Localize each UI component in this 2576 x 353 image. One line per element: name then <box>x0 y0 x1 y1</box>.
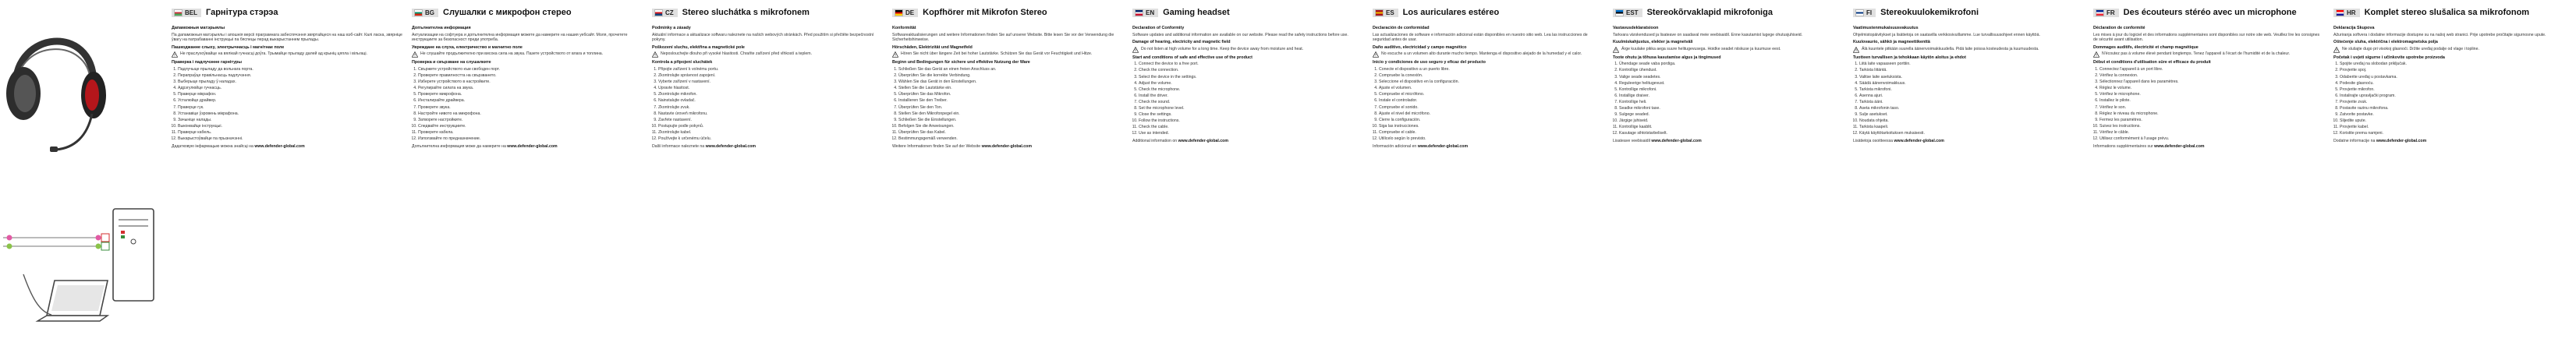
footer-note <box>172 144 402 150</box>
column-fr <box>2093 0 2327 349</box>
step-item: 7. Compruebe el sonido. <box>1379 105 1603 111</box>
step-item: 10. Follow the instructions. <box>1139 118 1363 124</box>
column-title: Гарнітура стэрэа <box>206 8 278 17</box>
step-item: 6. Installige draiver. <box>1619 94 1844 99</box>
headset-icon <box>6 41 106 152</box>
step-item: 8. Seadke mikrofoni tase. <box>1619 106 1844 111</box>
step-item: 4. Reguleerige helitugevust. <box>1619 81 1844 86</box>
footer-text: Weitere Informationen finden Sie auf der Website <box>892 143 981 149</box>
step-item: 4. Stellen Sie die Lautstärke ein. <box>898 86 1123 91</box>
column-body <box>892 23 1123 349</box>
warning-block <box>172 51 402 58</box>
step-item: 8. Réglez le niveau du microphone. <box>2099 111 2324 117</box>
warning-text: Ne slušajte dugo pri visokoj glasnoći. Držite uređaj podalje od vlage i topline. <box>2342 46 2479 51</box>
steps-list <box>1613 62 1844 136</box>
section-heading: Podmínky a zásady <box>652 26 691 30</box>
column-title: Kopfhörer mit Mikrofon Stereo <box>923 8 1047 17</box>
flag-icon <box>2336 9 2344 16</box>
website-link: www.defender-global.com <box>1178 139 1228 144</box>
step-item: 6. Installieren Sie den Treiber. <box>898 98 1123 104</box>
language-badge: FR <box>2093 9 2119 17</box>
warning-icon <box>1613 47 1619 53</box>
language-badge: BG <box>412 9 438 17</box>
footer-text: Additional information on <box>1132 139 1178 144</box>
step-item: 2. Tarkista liitäntä. <box>1859 68 2084 73</box>
column-est <box>1613 0 1847 349</box>
column-bg <box>412 0 646 349</box>
step-item: 10. Следвайте инструкциите. <box>418 124 643 129</box>
warning-heading: Poškození sluchu, elektřina a magnetické pole <box>652 44 745 50</box>
step-item: 6. Инсталирайте драйвера. <box>418 98 643 104</box>
column-body <box>1853 23 2084 349</box>
warning-icon <box>652 51 658 58</box>
column-body <box>412 23 643 349</box>
step-item: 4. Adjust the volume. <box>1139 81 1363 86</box>
step-item: 2. Перапраўце правільнасць падлучэння. <box>178 73 402 79</box>
step-item: 8. Настройте нивото на микрофона. <box>418 111 643 117</box>
warning-icon <box>2093 51 2099 58</box>
warning-heading: Damage of hearing, electricity and magnetic field <box>1132 40 1231 45</box>
warning-icon <box>412 51 418 58</box>
step-item: 11. Kontrollige kaablit. <box>1619 125 1844 130</box>
step-item: 1. Падлучыце прыладу да вольнага порта. <box>178 67 402 72</box>
step-item: 10. Befolgen Sie die Anweisungen. <box>898 124 1123 129</box>
column-fi <box>1853 0 2087 349</box>
step-item: 5. Check the microphone. <box>1139 87 1363 93</box>
website-link: www.defender-global.com <box>254 143 305 149</box>
column-header <box>2333 6 2572 19</box>
step-item: 3. Wählen Sie das Gerät in den Einstellungen. <box>898 79 1123 85</box>
footer-text: Дадатковую інфармацыю можна знайсці на <box>172 143 253 149</box>
warning-text: Neposlouchejte dlouho při vysoké hlasitosti. Chraňte zařízení před vlhkostí a teplem. <box>661 51 813 57</box>
footer-note <box>2093 144 2324 150</box>
intro-paragraph: Softwareaktualisierungen und weitere Informationen finden Sie auf unserer Website. Bitte lesen Sie vor der Verwendung die Sicherheitshinweise. <box>892 32 1114 43</box>
warning-text: Hören Sie nicht über längere Zeit bei hoher Lautstärke. Schützen Sie das Gerät vor Feuchtigkeit und Hitze. <box>901 51 1093 57</box>
column-header <box>652 6 886 19</box>
steps-heading: Kontrola a připojení sluchátek <box>652 60 713 65</box>
footer-text: Допълнителна информация може да намерите на <box>412 143 506 149</box>
steps-list <box>1132 62 1363 136</box>
flag-icon <box>1855 9 1864 16</box>
step-item: 9. Cierre la configuración. <box>1379 118 1603 123</box>
step-item: 2. Provjerite spoj. <box>2340 68 2569 73</box>
warning-block <box>1373 51 1603 58</box>
warning-icon <box>172 51 178 58</box>
warning-block <box>892 51 1123 58</box>
intro-paragraph: Aktuální informace a aktualizace softwaru naleznete na našich webových stránkách. Před použitím si přečtěte bezpečnostní pokyny. <box>652 32 874 43</box>
flag-icon <box>1135 9 1143 16</box>
column-header <box>1853 6 2087 19</box>
language-columns <box>172 0 2576 349</box>
steps-heading: Проверка и свързване на слушалките <box>412 60 491 65</box>
step-item: 8. Nastavte úroveň mikrofonu. <box>658 111 883 117</box>
step-item: 9. Close the settings. <box>1139 112 1363 118</box>
website-link: www.defender-global.com <box>1417 143 1469 149</box>
steps-heading: Beginn und Bedingungen für sichere und effektive Nutzung der Ware <box>892 60 1030 65</box>
step-item: 5. Überprüfen Sie das Mikrofon. <box>898 92 1123 97</box>
column-header <box>892 6 1126 19</box>
column-title: Слушалки с микрофон стерео <box>443 8 572 17</box>
website-link: www.defender-global.com <box>2154 143 2205 149</box>
column-body <box>1613 23 1844 349</box>
footer-text: Dodatne informacije na <box>2333 139 2376 144</box>
step-item: 11. Überprüfen Sie das Kabel. <box>898 130 1123 136</box>
website-link: www.defender-global.com <box>1651 139 1702 144</box>
column-header <box>412 6 646 19</box>
steps-heading: Tuotteen turvallisen ja tehokkaan käytön aloitus ja ehdot <box>1853 55 1966 60</box>
step-item: 8. Stellen Sie den Mikrofonpegel ein. <box>898 111 1123 117</box>
step-item: 2. Check the connection. <box>1139 68 1363 73</box>
step-item: 7. Überprüfen Sie den Ton. <box>898 105 1123 111</box>
section-heading: Deklaracija Skupova <box>2333 26 2375 30</box>
step-item: 12. Používejte k určenému účelu. <box>658 136 883 142</box>
warning-heading: Kuulmiskahjustus, elekter ja magnetväli <box>1613 40 1693 45</box>
column-title: Stereokuulokemikrofoni <box>1880 8 1979 17</box>
steps-list <box>412 67 643 142</box>
column-header <box>2093 6 2327 19</box>
step-item: 3. Select the device in the settings. <box>1139 75 1363 80</box>
step-item: 2. Überprüfen Sie die korrekte Verbindung. <box>898 73 1123 79</box>
warning-icon <box>1853 47 1859 53</box>
section-heading: Konformität <box>892 26 916 30</box>
warning-text: N'écoutez pas à volume élevé pendant longtemps. Tenez l'appareil à l'écart de l'humidité et de la chaleur. <box>2102 51 2291 57</box>
step-item: 10. Postupujte podle pokynů. <box>658 124 883 129</box>
step-item: 3. Valitse laite asetuksista. <box>1859 75 2084 80</box>
intro-paragraph: Las actualizaciones de software e información adicional están disponibles en nuestro sitio web. Lea las instrucciones de seguridad antes de usar. <box>1373 32 1588 43</box>
section-heading: Declaration of Conformity <box>1132 26 1185 30</box>
flag-icon <box>1375 9 1384 16</box>
warning-heading: Dommages auditifs, électricité et champ magnétique <box>2093 44 2199 50</box>
steps-heading: Start and conditions of safe and effective use of the product <box>1132 55 1253 60</box>
laptop-icon <box>23 274 108 321</box>
step-item: 2. Проверете правилността на свързването. <box>418 73 643 79</box>
step-item: 11. Check the cable. <box>1139 125 1363 130</box>
step-item: 9. Sulje asetukset. <box>1859 112 2084 118</box>
footer-note <box>652 144 883 150</box>
language-badge: EN <box>1132 9 1158 17</box>
column-body <box>1132 23 1363 349</box>
column-header <box>1613 6 1847 19</box>
warning-icon <box>892 51 898 58</box>
step-item: 9. Sulgege seaded. <box>1619 112 1844 118</box>
step-item: 4. Podesite glasnoću. <box>2340 81 2569 86</box>
step-item: 4. Upravte hlasitost. <box>658 86 883 91</box>
intro-paragraph: Tarkvara värskendused ja lisateave on saadaval meie veebisaidil. Enne kasutamist lugege ohutusjuhiseid. <box>1613 32 1803 37</box>
step-item: 8. Ajuste el nivel del micrófono. <box>1379 111 1603 117</box>
pc-tower-icon <box>113 209 154 301</box>
step-item: 1. Conecte el dispositivo a un puerto libre. <box>1379 67 1603 72</box>
step-item: 11. Zkontrolujte kabel. <box>658 130 883 136</box>
step-item: 1. Spojite uređaj na slobodan priključak. <box>2340 62 2569 67</box>
step-item: 7. Zkontrolujte zvuk. <box>658 105 883 111</box>
steps-list <box>1373 67 1603 142</box>
step-item: 8. Set the microphone level. <box>1139 106 1363 111</box>
step-item: 1. Connectez l'appareil à un port libre. <box>2099 67 2324 72</box>
step-item: 9. Zavřete nastavení. <box>658 118 883 123</box>
warning-block <box>1853 47 2084 53</box>
intro-paragraph: Ohjelmistopäivitykset ja lisätietoja on saatavilla verkkosivuillamme. Lue turvallisuusohjeet ennen käyttöä. <box>1853 32 2040 37</box>
step-item: 7. Tarkista ääni. <box>1859 100 2084 105</box>
step-item: 5. Zkontrolujte mikrofon. <box>658 92 883 97</box>
step-item: 12. Koristite prema namjeni. <box>2340 131 2569 136</box>
step-item: 4. Ajuste el volumen. <box>1379 86 1603 91</box>
column-bel <box>172 0 406 349</box>
steps-list <box>2333 62 2569 136</box>
step-item: 7. Праверце гук. <box>178 105 402 111</box>
step-item: 1. Свържете устройството към свободен порт. <box>418 67 643 72</box>
step-item: 3. Valige seade seadetes. <box>1619 75 1844 80</box>
flag-icon <box>2096 9 2104 16</box>
steps-heading: Праверка і падлучэнне гарнітуры <box>172 60 242 65</box>
step-item: 6. Nainstalujte ovladač. <box>658 98 883 104</box>
section-heading: Declaración de conformidad <box>1373 26 1430 30</box>
warning-text: Älä kuuntele pitkään suurella äänenvoimakkuudella. Pidä laite poissa kosteudesta ja kuumuudesta. <box>1862 46 2039 51</box>
steps-list <box>892 67 1123 142</box>
language-badge: DE <box>892 9 918 17</box>
step-item: 7. Vérifiez le son. <box>2099 105 2324 111</box>
step-item: 9. Fermez les paramètres. <box>2099 118 2324 123</box>
step-item: 9. Зачыніце налады. <box>178 118 402 123</box>
step-item: 4. Адрэгулюйце гучнасць. <box>178 86 402 91</box>
footer-note <box>1373 144 1603 150</box>
column-body <box>2093 23 2324 349</box>
steps-heading: Toote ohutu ja tõhusa kasutamise algus ja tingimused <box>1613 55 1721 60</box>
section-heading: Дапаможныя матэрыялы <box>172 26 225 30</box>
step-item: 6. Install the driver. <box>1139 94 1363 99</box>
step-item: 10. Slijedite upute. <box>2340 118 2569 124</box>
step-item: 8. Aseta mikrofonin taso. <box>1859 106 2084 111</box>
warning-block <box>1132 47 1363 53</box>
step-item: 10. Suivez les instructions. <box>2099 124 2324 129</box>
column-title: Stereo sluchátka s mikrofonem <box>682 8 810 17</box>
language-badge: CZ <box>652 9 678 17</box>
warning-heading: Увреждане на слуха, електричество и магнитно поле <box>412 44 523 50</box>
step-item: 12. Bestimmungsgemäß verwenden. <box>898 136 1123 142</box>
step-item: 5. Tarkista mikrofoni. <box>1859 87 2084 93</box>
language-badge: FI <box>1853 9 1876 17</box>
footer-note <box>1853 139 2084 144</box>
step-item: 6. Installez le pilote. <box>2099 98 2324 104</box>
step-item: 4. Réglez le volume. <box>2099 86 2324 91</box>
language-badge: HR <box>2333 9 2360 17</box>
website-link: www.defender-global.com <box>1894 139 1944 144</box>
step-item: 1. Ühendage seade vaba pordiga. <box>1619 62 1844 67</box>
step-item: 7. Check the sound. <box>1139 100 1363 105</box>
column-title: Stereokõrvaklapid mikrofoniga <box>1646 8 1773 17</box>
step-item: 7. Проверете звука. <box>418 105 643 111</box>
step-item: 7. Kontrollige heli. <box>1619 100 1844 105</box>
footer-text: Información adicional en <box>1373 143 1417 149</box>
step-item: 11. Tarkista kaapeli. <box>1859 125 2084 130</box>
step-item: 4. Säädä äänenvoimakkuus. <box>1859 81 2084 86</box>
column-body <box>172 23 402 349</box>
step-item: 10. Järgige juhiseid. <box>1619 118 1844 124</box>
step-item: 1. Liitä laite vapaaseen porttiin. <box>1859 62 2084 67</box>
step-item: 11. Проверете кабела. <box>418 130 643 136</box>
column-header <box>1132 6 1366 19</box>
flag-icon <box>414 9 423 16</box>
step-item: 6. Instalirajte upravljački program. <box>2340 94 2569 99</box>
column-hr <box>2333 0 2572 349</box>
warning-block <box>2093 51 2324 58</box>
section-heading: Vastavusdeklaratsioon <box>1613 26 1659 30</box>
step-item: 11. Праверце кабель. <box>178 130 402 136</box>
section-heading: Допълнителна информация <box>412 26 471 30</box>
steps-list <box>2093 67 2324 142</box>
warning-text: Не праслухоўвайце на вялікай гучнасці доўга. Трымайце прыладу далей ад крыніц цяпла і вільгаці. <box>180 51 367 57</box>
warning-heading: Daño auditivo, electricidad y campo magnético <box>1373 44 1467 50</box>
step-item: 3. Seleccione el dispositivo en la configuración. <box>1379 79 1603 85</box>
step-item: 3. Odaberite uređaj u postavkama. <box>2340 75 2569 80</box>
footer-note <box>1132 139 1363 144</box>
step-item: 5. Compruebe el micrófono. <box>1379 92 1603 97</box>
flag-icon <box>654 9 663 16</box>
warning-heading: Kuulovaurio, sähkö ja magneettikenttä <box>1853 40 1930 45</box>
step-item: 8. Postavite razinu mikrofona. <box>2340 106 2569 111</box>
step-item: 5. Проверете микрофона. <box>418 92 643 97</box>
intro-paragraph: Ažuriranja softvera i dodatne informacije dostupne su na našoj web stranici. Prije upotrebe pročitajte sigurnosne upute. <box>2333 32 2546 37</box>
section-heading: Vaatimustenmukaisuusvakuutus <box>1853 26 1919 30</box>
column-header <box>1373 6 1607 19</box>
warning-block <box>2333 47 2569 53</box>
step-item: 9. Schließen Sie die Einstellungen. <box>898 118 1123 123</box>
footer-text: Lisateave veebisaidil <box>1613 139 1650 144</box>
column-title: Los auriculares estéreo <box>1402 8 1500 17</box>
intro-paragraph: Актуализации на софтуера и допълнителна информация можете да намерите на нашия уебсайт. Моля, прочетете инструкциите за безопасност преди употреба. <box>412 32 628 43</box>
column-header <box>172 6 406 19</box>
step-item: 5. Kontrollige mikrofoni. <box>1619 87 1844 93</box>
step-item: 5. Праверце мікрафон. <box>178 92 402 97</box>
step-item: 8. Устанавіце ўзровень мікрафона. <box>178 111 402 117</box>
column-body <box>1373 23 1603 349</box>
step-item: 6. Asenna ajuri. <box>1859 94 2084 99</box>
step-item: 5. Vérifiez le microphone. <box>2099 92 2324 97</box>
steps-list <box>172 67 402 142</box>
step-item: 10. Siga las instrucciones. <box>1379 124 1603 129</box>
column-cz <box>652 0 886 349</box>
step-item: 2. Vérifiez la connexion. <box>2099 73 2324 79</box>
steps-heading: Početak i uvjeti sigurne i učinkovite upotrebe proizvoda <box>2333 55 2445 60</box>
warning-heading: Пашкоджанне слыху, электрычнасць і магнітнае поле <box>172 44 285 50</box>
step-item: 1. Connect the device to a free port. <box>1139 62 1363 67</box>
step-item: 2. Zkontrolujte správnost zapojení. <box>658 73 883 79</box>
illustration-panel <box>0 0 172 349</box>
step-item: 11. Compruebe el cable. <box>1379 130 1603 136</box>
step-item: 2. Kontrollige ühendust. <box>1619 68 1844 73</box>
audio-jack-diagram <box>3 234 109 250</box>
steps-heading: Inicio y condiciones de uso seguro y eficaz del producto <box>1373 60 1486 65</box>
step-item: 5. Provjerite mikrofon. <box>2340 87 2569 93</box>
steps-heading: Début et conditions d'utilisation sûre et efficace du produit <box>2093 60 2211 65</box>
website-link: www.defender-global.com <box>507 143 558 149</box>
warning-block <box>652 51 883 58</box>
step-item: 12. Use as intended. <box>1139 131 1363 136</box>
language-badge: EST <box>1613 9 1642 17</box>
footer-note <box>2333 139 2569 144</box>
steps-list <box>652 67 883 142</box>
section-heading: Déclaration de conformité <box>2093 26 2145 30</box>
footer-note <box>892 144 1123 150</box>
warning-text: Не слушайте продължително при висока сила на звука. Пазете устройството от влага и топлина. <box>420 51 604 57</box>
step-item: 11. Vérifiez le câble. <box>2099 130 2324 136</box>
warning-text: Do not listen at high volume for a long time. Keep the device away from moisture and heat. <box>1141 46 1304 51</box>
step-item: 1. Připojte zařízení k volnému portu. <box>658 67 883 72</box>
language-badge: BEL <box>172 9 201 17</box>
warning-text: Ärge kuulake pikka aega suure helitugevusega. Hoidke seadet niiskuse ja kuumuse eest. <box>1621 46 1781 51</box>
column-body <box>2333 23 2569 349</box>
product-illustration <box>0 0 172 349</box>
column-body <box>652 23 883 349</box>
step-item: 9. Затворете настройките. <box>418 118 643 123</box>
warning-icon <box>2333 47 2340 53</box>
step-item: 3. Выберыце прыладу ў наладах. <box>178 79 402 85</box>
footer-text: Lisätietoja osoitteessa <box>1853 139 1894 144</box>
column-title: Gaming headset <box>1163 8 1230 17</box>
step-item: 6. Усталюйце драйвер. <box>178 98 402 104</box>
intro-paragraph: Software updates and additional information are available on our website. Please read the safety instructions before use. <box>1132 32 1348 37</box>
footer-text: Informations supplémentaires sur <box>2093 143 2153 149</box>
column-title: Komplet stereo slušalica sa mikrofonom <box>2364 8 2530 17</box>
warning-block <box>412 51 643 58</box>
step-item: 3. Vyberte zařízení v nastavení. <box>658 79 883 85</box>
step-item: 12. Използвайте по предназначение. <box>418 136 643 142</box>
warning-icon <box>1132 47 1139 53</box>
step-item: 3. Изберете устройството в настройките. <box>418 79 643 85</box>
step-item: 11. Provjerite kabel. <box>2340 125 2569 130</box>
warning-text: No escuche a un volumen alto durante mucho tiempo. Mantenga el dispositivo alejado de la humedad y el calor. <box>1381 51 1582 57</box>
step-item: 6. Instale el controlador. <box>1379 98 1603 104</box>
steps-list <box>1853 62 2084 136</box>
warning-block <box>1613 47 1844 53</box>
footer-text: Další informace naleznete na <box>652 143 705 149</box>
website-link: www.defender-global.com <box>705 143 757 149</box>
step-item: 12. Utilícelo según lo previsto. <box>1379 136 1603 142</box>
step-item: 2. Compruebe la conexión. <box>1379 73 1603 79</box>
intro-paragraph: Les mises à jour du logiciel et des informations supplémentaires sont disponibles sur notre site web. Veuillez lire les consignes de sécurité avant utilisation. <box>2093 32 2320 43</box>
warning-heading: Oštećenje sluha, električna i elektromagnetska polja <box>2333 40 2438 45</box>
step-item: 12. Выкарыстоўвайце па прызначэнні. <box>178 136 402 142</box>
step-item: 10. Noudata ohjeita. <box>1859 118 2084 124</box>
column-es <box>1373 0 1607 349</box>
website-link: www.defender-global.com <box>981 143 1032 149</box>
footer-note <box>412 144 643 150</box>
step-item: 3. Sélectionnez l'appareil dans les paramètres. <box>2099 79 2324 85</box>
step-item: 12. Utilisez conformément à l'usage prévu. <box>2099 136 2324 142</box>
step-item: 4. Регулирайте силата на звука. <box>418 86 643 91</box>
flag-icon <box>1615 9 1624 16</box>
step-item: 10. Выконвайце інструкцыі. <box>178 124 402 129</box>
language-badge: ES <box>1373 9 1398 17</box>
column-en <box>1132 0 1366 349</box>
footer-note <box>1613 139 1844 144</box>
step-item: 12. Kasutage sihtotstarbeliselt. <box>1619 131 1844 136</box>
intro-paragraph: Па дапаможныя матэрыялы і апошнія версіі праграмнага забеспячэння звяртайцеся на наш вэб-сайт. Калі ласка, звярніце ўвагу на патрабаванні інструкцыі па бяспецы перад выкарыстаннем прылады. <box>172 32 402 43</box>
step-item: 7. Provjerite zvuk. <box>2340 100 2569 105</box>
step-item: 9. Zatvorite postavke. <box>2340 112 2569 118</box>
warning-heading: Hörschäden, Elektrizität und Magnetfeld <box>892 44 973 50</box>
website-link: www.defender-global.com <box>2376 139 2427 144</box>
column-de <box>892 0 1126 349</box>
step-item: 12. Käytä käyttötarkoituksen mukaisesti. <box>1859 131 2084 136</box>
step-item: 1. Schließen Sie das Gerät an einen freien Anschluss an. <box>898 67 1123 72</box>
flag-icon <box>174 9 182 16</box>
warning-icon <box>1373 51 1379 58</box>
flag-icon <box>895 9 903 16</box>
column-title: Des écouteurs stéréo avec un microphone <box>2123 8 2297 17</box>
